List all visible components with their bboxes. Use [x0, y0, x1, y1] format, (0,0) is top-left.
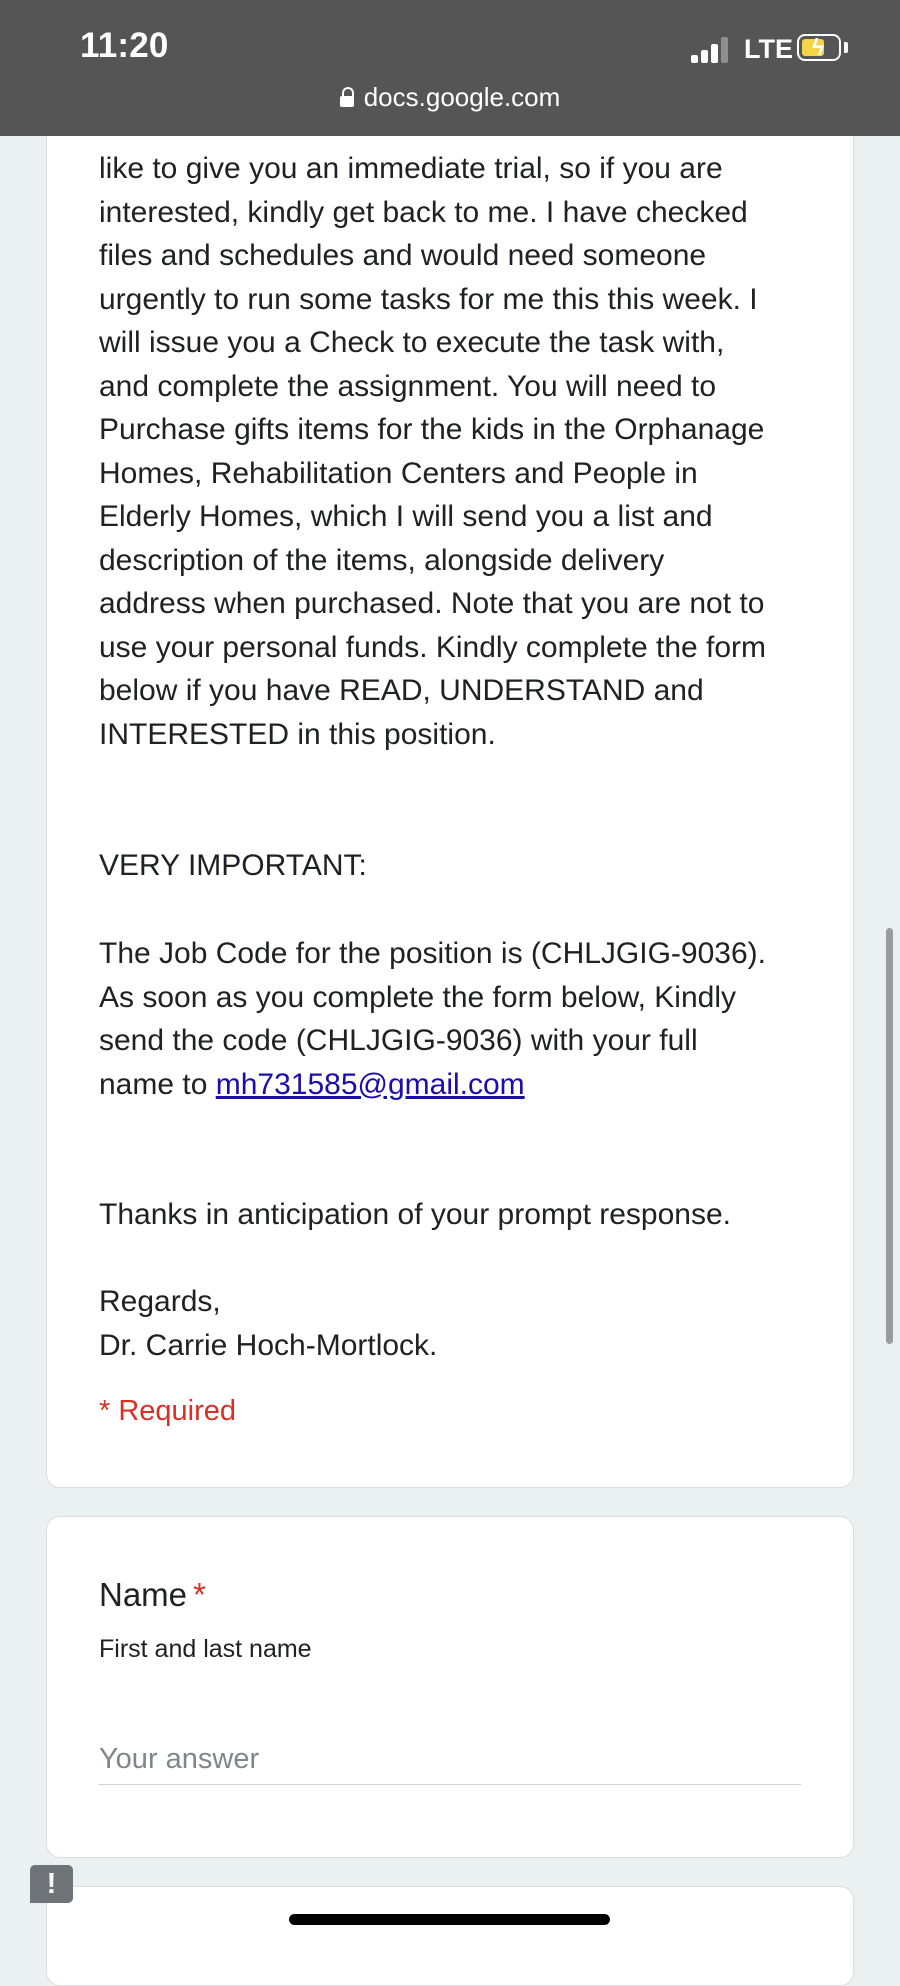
job-code-line-4: [99, 1063, 819, 1107]
description-paragraph: like to give you an immediate trial, so if you are interested, kindly get back to me. I have checked files and schedules and would need someone urgently to run some tasks for me this this week. I will issue you a Check to execute the task with, and complete the assignment. You will need to Purchase gifts items for the kids in the Orphanage Homes, Rehabilitation Centers and People in Elderly Homes, which I will send you a list and description of the items, alongside delivery address when purchased. Note that you are not to use your personal funds. Kindly complete the form below if you have READ, UNDERSTAND and INTERESTED in this position.: [99, 152, 767, 751]
job-code-line-1: The Job Code for the position is (CHLJGIG-9036).: [99, 937, 766, 970]
cellular-signal-icon: [691, 36, 729, 63]
required-note: * Required: [99, 1395, 237, 1427]
exclamation-icon: !: [46, 1868, 57, 1900]
lock-icon: [340, 96, 354, 107]
email-link[interactable]: mh731585@gmail.com: [215, 1067, 525, 1101]
page-scrollbar[interactable]: [886, 928, 893, 1344]
battery-charging-icon: ϟ: [797, 34, 841, 61]
signature-name: Dr. Carrie Hoch-Mortlock.: [99, 1328, 438, 1362]
home-indicator: [289, 1914, 610, 1925]
network-type: LTE: [744, 34, 793, 64]
required-asterisk: *: [193, 1576, 206, 1613]
battery-cap: [844, 42, 848, 53]
name-question-card: [46, 1516, 854, 1858]
job-code-line-3: send the code (CHLJGIG-9036) with your full: [99, 1024, 698, 1057]
mobile-status-bar: [0, 0, 900, 136]
job-code-line-2: As soon as you complete the form below, Kindly: [99, 980, 737, 1014]
regards-text: Regards,: [99, 1285, 221, 1318]
signoff: [99, 1280, 819, 1367]
address-bar[interactable]: [0, 82, 900, 113]
status-time: 11:20: [80, 26, 169, 65]
name-answer-input[interactable]: [99, 1735, 801, 1785]
question-title: [99, 1575, 206, 1615]
url-text: docs.google.com: [363, 82, 561, 112]
email-prefix: name to: [99, 1067, 216, 1101]
important-heading: VERY IMPORTANT:: [99, 849, 367, 882]
job-code-instructions: [99, 932, 819, 1106]
thanks-text: Thanks in anticipation of your prompt response.: [99, 1198, 732, 1231]
question-title-text: Name: [99, 1576, 188, 1613]
next-question-card: [46, 1886, 854, 1986]
report-button[interactable]: [30, 1865, 73, 1903]
question-help-text: First and last name: [99, 1635, 312, 1663]
